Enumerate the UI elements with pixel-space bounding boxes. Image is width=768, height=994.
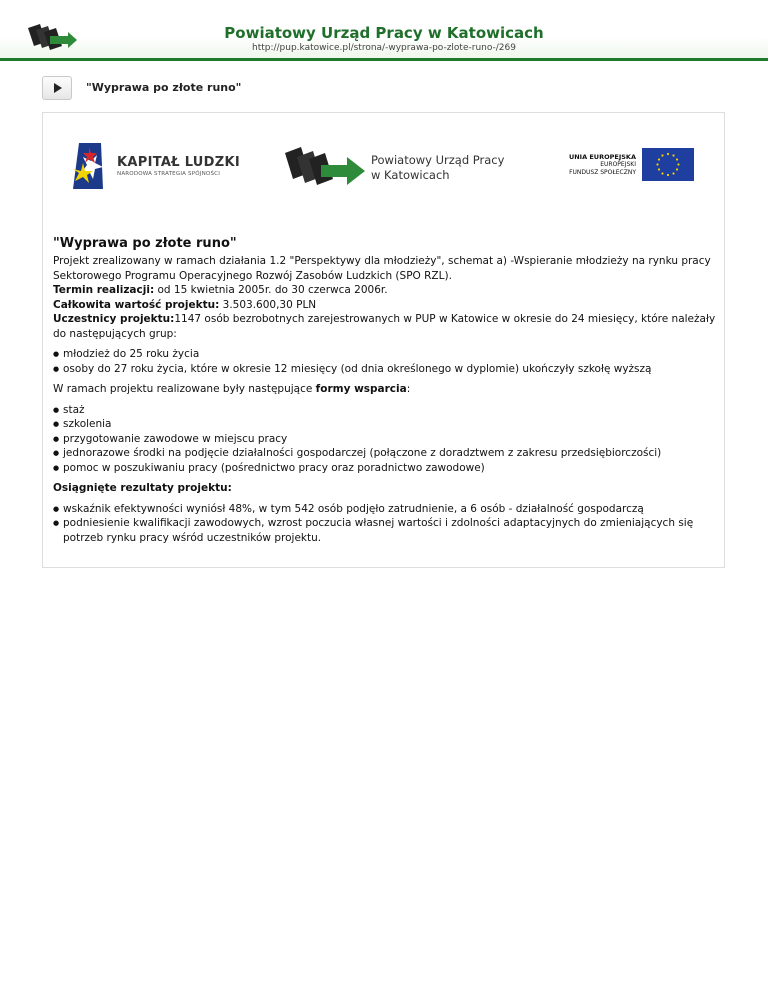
kapital-ludzki-subtitle: NARODOWA STRATEGIA SPÓJNOŚCI — [117, 171, 221, 177]
forms-suffix: : — [406, 383, 411, 395]
termin-realizacji — [53, 283, 717, 298]
site-title[interactable]: Powiatowy Urząd Pracy w Katowicach — [224, 24, 544, 42]
forms-intro — [53, 382, 717, 397]
uczestnicy-value: 1147 osób bezrobotnych zarejestrowanych w PUP w Katowice w okresie do 24 miesięcy, które należały do następujących grup: — [53, 313, 716, 340]
list-item: ● staż — [63, 403, 717, 418]
wartosc-value: 3.503.600,30 PLN — [219, 298, 317, 311]
results-list — [53, 502, 717, 546]
list-item: ● pomoc w poszukiwaniu pracy (pośrednictwo pracy oraz poradnictwo zawodowe) — [63, 461, 717, 476]
site-header — [0, 0, 768, 60]
forms-bold: formy wsparcia — [315, 383, 407, 395]
list-item: ● młodzież do 25 roku życia — [63, 347, 717, 362]
page-url: http://pup.katowice.pl/strona/-wyprawa-po-zlote-runo-/269 — [251, 43, 516, 53]
article-title: "Wyprawa po złote runo" — [53, 236, 237, 251]
logos-banner — [43, 113, 724, 223]
play-arrow-icon — [43, 77, 71, 99]
wartosc-label: Całkowita wartość projektu: — [53, 298, 220, 311]
page-title: "Wyprawa po złote runo" — [86, 81, 242, 94]
list-item: ● szkolenia — [63, 417, 717, 432]
list-item: ● osoby do 27 roku życia, które w okresie 12 miesięcy (od dnia określonego w dyplomie) ukończyły szkołę wyższą — [63, 362, 717, 377]
list-item: ● wskaźnik efektywności wyniósł 48%, w tym 542 osób podjęło zatrudnienie, a 6 osób - działalność gospodarczą — [63, 502, 717, 517]
ue-label-line2: EUROPEJSKI — [600, 161, 636, 168]
eu-flag-icon — [642, 148, 694, 181]
wartosc-projektu — [53, 298, 717, 313]
forms-list — [53, 403, 717, 476]
article-intro: Projekt zrealizowany w ramach działania 1.2 "Perspektywy dla młodzieży", schemat a) -Wspieranie młodzieży na rynku pracy Sektorowego Programu Operacyjnego Rozwój Zasobów Ludzkich (SPO RZL). — [53, 255, 711, 282]
pup-name-line1: Powiatowy Urząd Pracy — [371, 153, 505, 167]
kapital-ludzki-name: KAPITAŁ LUDZKI — [117, 155, 240, 170]
ue-label-line1: UNIA EUROPEJSKA — [568, 153, 636, 161]
ue-label-line3: FUNDUSZ SPOŁECZNY — [569, 169, 636, 176]
list-item: ● jednorazowe środki na podjęcie działalności gospodarczej (połączone z doradztwem z zakresu przedsiębiorczości) — [63, 446, 717, 461]
forms-prefix: W ramach projektu realizowane były następujące — [53, 383, 316, 395]
groups-list — [53, 347, 717, 376]
uczestnicy-projektu — [53, 312, 717, 341]
results-heading-text: Osiągnięte rezultaty projektu: — [53, 482, 232, 494]
arrow-button[interactable] — [42, 76, 72, 100]
uczestnicy-label: Uczestnicy projektu: — [53, 313, 175, 325]
pup-logo-large-icon — [283, 143, 367, 187]
list-item: ● przygotowanie zawodowe w miejscu pracy — [63, 432, 717, 447]
pup-name-line2: w Katowicach — [371, 168, 450, 182]
termin-value: od 15 kwietnia 2005r. do 30 czerwca 2006r. — [154, 284, 388, 296]
results-heading — [53, 481, 717, 496]
content-box — [42, 112, 725, 568]
list-item: ● podniesienie kwalifikacji zawodowych, wzrost poczucia własnej wartości i zdolności adaptacyjnych do zmieniających się potrzeb rynku pracy wśród uczestników projektu. — [63, 516, 717, 545]
article — [53, 235, 717, 551]
header-divider — [0, 58, 768, 61]
termin-label: Termin realizacji: — [53, 284, 155, 296]
